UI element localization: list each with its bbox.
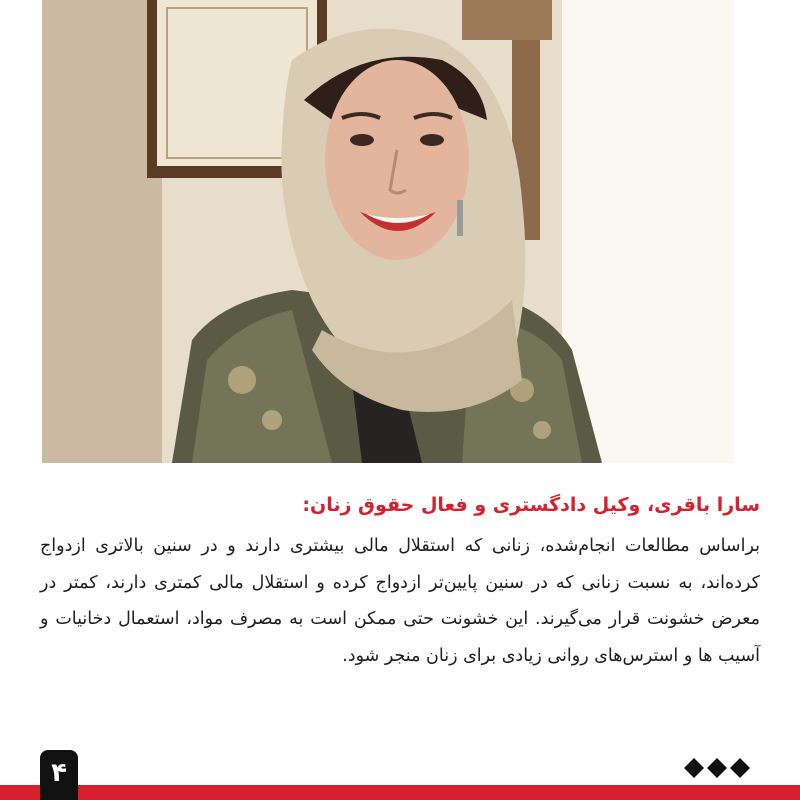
article-headline: سارا باقری، وکیل دادگستری و فعال حقوق زنان: <box>302 494 760 516</box>
article <box>40 490 760 674</box>
three-dots-icon <box>682 756 752 780</box>
portrait-photo <box>42 0 734 463</box>
footer-bar <box>0 785 800 800</box>
article-body: براساس مطالعات انجام‌شده، زنانی که استقلال مالی بیشتری دارند و در سنین بالاتری ازدواج کرده‌اند، به نسبت زنانی که در سنین پایین‌تر ازدواج کرده و استقلال مالی کمتری دارند، کمتر در معرض خشونت قرار می‌گیرند. این خشونت حتی ممکن است به مصرف مواد، استعمال دخانیات و آسیب ها و استرس‌های روانی زیادی برای زنان منجر شود. <box>40 536 760 666</box>
page-number: ۴ <box>40 750 78 800</box>
